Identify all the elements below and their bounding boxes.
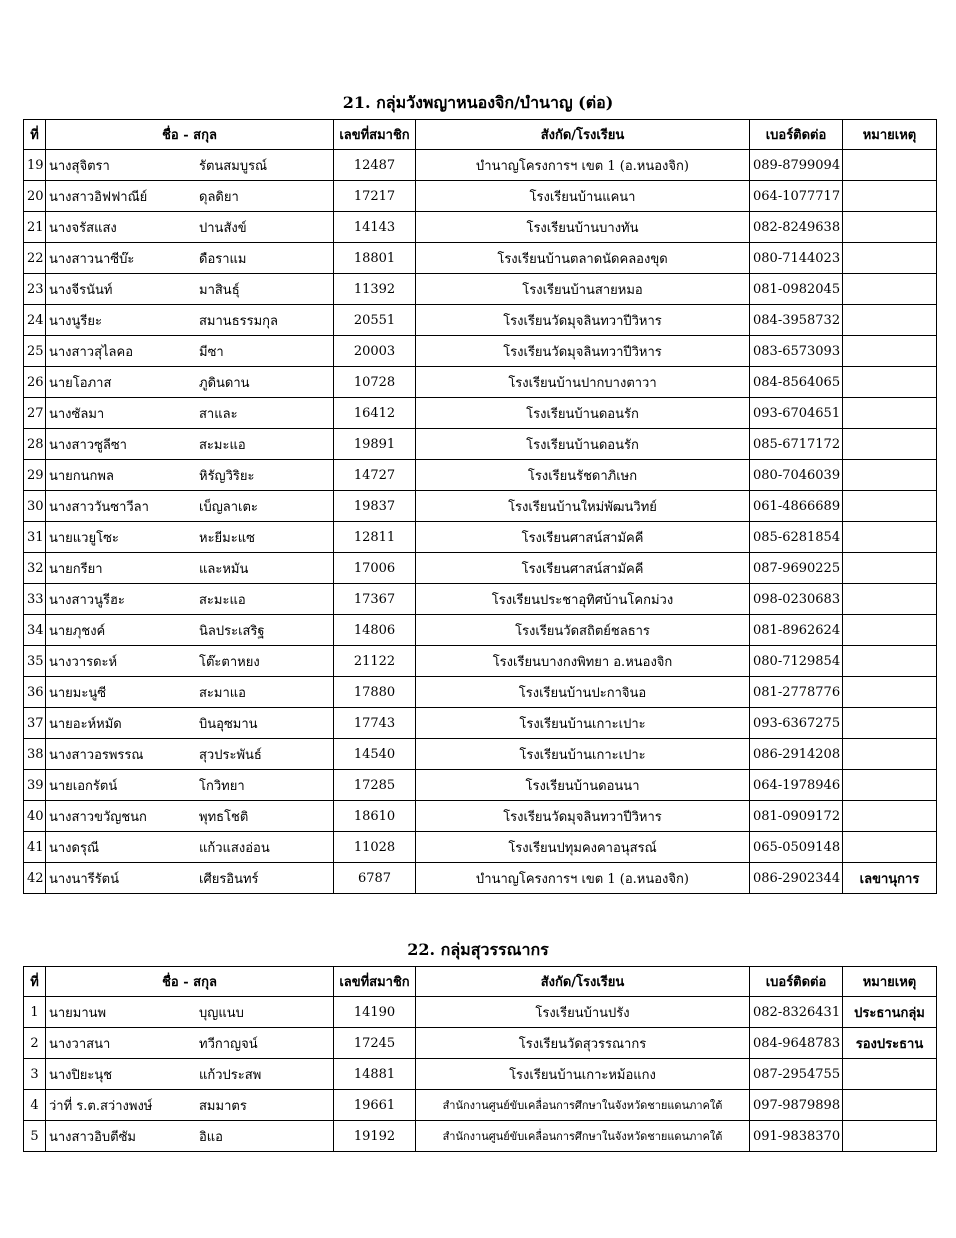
phone-number: 082-8249638 xyxy=(750,212,843,243)
member-number: 17006 xyxy=(334,553,416,584)
table-row xyxy=(24,739,937,770)
first-name: นางสาวขวัญชนก xyxy=(49,809,147,825)
first-name: นางดรุณี xyxy=(49,840,100,856)
row-number: 34 xyxy=(24,615,46,646)
first-name: นายอะห์หมัด xyxy=(49,716,122,732)
header-note: หมายเหตุ xyxy=(843,120,937,150)
first-name: นางปิยะนุช xyxy=(49,1067,113,1083)
member-name xyxy=(46,1028,334,1059)
member-number: 14881 xyxy=(334,1059,416,1090)
row-number: 38 xyxy=(24,739,46,770)
phone-number: 098-0230683 xyxy=(750,584,843,615)
phone-number: 093-6367275 xyxy=(750,708,843,739)
table-row xyxy=(24,646,937,677)
remark xyxy=(843,336,937,367)
member-number: 18801 xyxy=(334,243,416,274)
member-name xyxy=(46,243,334,274)
table-row xyxy=(24,398,937,429)
first-name: นางจีรนันท์ xyxy=(49,282,113,298)
table-row xyxy=(24,305,937,336)
row-number: 21 xyxy=(24,212,46,243)
header-name: ชื่อ - สกุล xyxy=(46,967,334,997)
last-name: บุญแนบ xyxy=(199,1005,244,1021)
member-number: 20003 xyxy=(334,336,416,367)
first-name: นางซัลมา xyxy=(49,406,105,422)
remark xyxy=(843,739,937,770)
table-row xyxy=(24,212,937,243)
member-number: 6787 xyxy=(334,863,416,894)
remark xyxy=(843,398,937,429)
phone-number: 087-9690225 xyxy=(750,553,843,584)
school-affiliation: บำนาญโครงการฯ เขต 1 (อ.หนองจิก) xyxy=(416,150,750,181)
table-row xyxy=(24,615,937,646)
table-row xyxy=(24,460,937,491)
member-number: 17367 xyxy=(334,584,416,615)
row-number: 40 xyxy=(24,801,46,832)
school-affiliation: โรงเรียนบ้านดอนรัก xyxy=(416,398,750,429)
table-row xyxy=(24,1059,937,1090)
member-number: 12811 xyxy=(334,522,416,553)
table-row xyxy=(24,584,937,615)
table-row xyxy=(24,243,937,274)
remark xyxy=(843,677,937,708)
school-affiliation: โรงเรียนบ้านปะกาจินอ xyxy=(416,677,750,708)
roster-table-22 xyxy=(23,966,937,1152)
phone-number: 081-0982045 xyxy=(750,274,843,305)
row-number: 37 xyxy=(24,708,46,739)
school-affiliation: โรงเรียนศาสน์สามัคคี xyxy=(416,522,750,553)
row-number: 27 xyxy=(24,398,46,429)
phone-number: 061-4866689 xyxy=(750,491,843,522)
row-number: 36 xyxy=(24,677,46,708)
row-number: 2 xyxy=(24,1028,46,1059)
last-name: สาและ xyxy=(199,406,238,422)
first-name: นางนารีรัตน์ xyxy=(49,871,120,887)
table-row xyxy=(24,1028,937,1059)
first-name: นายแวยูโซะ xyxy=(49,530,119,546)
member-number: 17285 xyxy=(334,770,416,801)
table-row xyxy=(24,863,937,894)
member-number: 14806 xyxy=(334,615,416,646)
row-number: 20 xyxy=(24,181,46,212)
member-name xyxy=(46,522,334,553)
table-row xyxy=(24,1121,937,1152)
member-name xyxy=(46,615,334,646)
member-number: 10728 xyxy=(334,367,416,398)
last-name: มีซา xyxy=(199,344,224,360)
member-number: 17245 xyxy=(334,1028,416,1059)
last-name: สมานธรรมกุล xyxy=(199,313,278,329)
last-name: สุวประพันธ์ xyxy=(199,747,262,763)
remark xyxy=(843,212,937,243)
phone-number: 085-6281854 xyxy=(750,522,843,553)
member-number: 14540 xyxy=(334,739,416,770)
first-name: นางสาวนาซีบ๊ะ xyxy=(49,251,135,267)
row-number: 5 xyxy=(24,1121,46,1152)
phone-number: 083-6573093 xyxy=(750,336,843,367)
member-name xyxy=(46,336,334,367)
last-name: ดือราแม xyxy=(199,251,247,267)
remark xyxy=(843,646,937,677)
member-name xyxy=(46,1059,334,1090)
member-name xyxy=(46,150,334,181)
row-number: 31 xyxy=(24,522,46,553)
school-affiliation: โรงเรียนบ้านเกาะหม้อแกง xyxy=(416,1059,750,1090)
member-name xyxy=(46,646,334,677)
member-name xyxy=(46,708,334,739)
phone-number: 086-2902344 xyxy=(750,863,843,894)
member-number: 14143 xyxy=(334,212,416,243)
remark xyxy=(843,801,937,832)
last-name: หิรัญวิริยะ xyxy=(199,468,255,484)
table-row xyxy=(24,274,937,305)
member-name xyxy=(46,1090,334,1121)
school-affiliation: โรงเรียนบ้านตลาดนัดคลองขุด xyxy=(416,243,750,274)
remark xyxy=(843,1121,937,1152)
last-name: ภูดินดาน xyxy=(199,375,250,391)
member-name xyxy=(46,553,334,584)
row-number: 42 xyxy=(24,863,46,894)
first-name: นางจรัสแสง xyxy=(49,220,117,236)
table-row xyxy=(24,150,937,181)
row-number: 1 xyxy=(24,997,46,1028)
member-name xyxy=(46,677,334,708)
remark xyxy=(843,429,937,460)
phone-number: 084-9648783 xyxy=(750,1028,843,1059)
remark xyxy=(843,553,937,584)
table-body-21 xyxy=(24,150,937,894)
school-affiliation: โรงเรียนปทุมคงคาอนุสรณ์ xyxy=(416,832,750,863)
first-name: นายภุชงค์ xyxy=(49,623,106,639)
member-number: 19661 xyxy=(334,1090,416,1121)
row-number: 25 xyxy=(24,336,46,367)
member-number: 16412 xyxy=(334,398,416,429)
phone-number: 064-1077717 xyxy=(750,181,843,212)
school-affiliation: โรงเรียนบ้านเกาะเปาะ xyxy=(416,739,750,770)
first-name: นางสาวสุไลคอ xyxy=(49,344,134,360)
first-name: นางสาวอรพรรณ xyxy=(49,747,144,763)
row-number: 28 xyxy=(24,429,46,460)
row-number: 3 xyxy=(24,1059,46,1090)
header-no: ที่ xyxy=(24,967,46,997)
phone-number: 085-6717172 xyxy=(750,429,843,460)
member-name xyxy=(46,367,334,398)
member-name xyxy=(46,739,334,770)
phone-number: 086-2914208 xyxy=(750,739,843,770)
last-name: อิแอ xyxy=(199,1129,223,1145)
row-number: 22 xyxy=(24,243,46,274)
row-number: 30 xyxy=(24,491,46,522)
header-name: ชื่อ - สกุล xyxy=(46,120,334,150)
last-name: แก้วประสพ xyxy=(199,1067,262,1083)
first-name: นางสุจิตรา xyxy=(49,158,110,174)
header-phone: เบอร์ติดต่อ xyxy=(750,967,843,997)
roster-table-21 xyxy=(23,119,937,894)
remark xyxy=(843,770,937,801)
row-number: 39 xyxy=(24,770,46,801)
school-affiliation: โรงเรียนวัดมุจลินทวาปีวิหาร xyxy=(416,305,750,336)
member-number: 11028 xyxy=(334,832,416,863)
header-school: สังกัด/โรงเรียน xyxy=(416,967,750,997)
member-name xyxy=(46,770,334,801)
table-row xyxy=(24,708,937,739)
first-name: นางสาวนูรีฮะ xyxy=(49,592,125,608)
row-number: 4 xyxy=(24,1090,46,1121)
remark xyxy=(843,491,937,522)
table-row xyxy=(24,770,937,801)
last-name: สะมาแอ xyxy=(199,685,246,701)
member-number: 19192 xyxy=(334,1121,416,1152)
table-row xyxy=(24,997,937,1028)
school-affiliation: โรงเรียนวัดมุจลินทวาปีวิหาร xyxy=(416,801,750,832)
phone-number: 080-7129854 xyxy=(750,646,843,677)
last-name: โต๊ะตาหยง xyxy=(199,654,260,670)
last-name: แก้วแสงอ่อน xyxy=(199,840,270,856)
remark xyxy=(843,305,937,336)
school-affiliation: โรงเรียนวัดมุจลินทวาปีวิหาร xyxy=(416,336,750,367)
school-affiliation: โรงเรียนศาสน์สามัคคี xyxy=(416,553,750,584)
table-header-row xyxy=(24,120,937,150)
first-name: นายกรียา xyxy=(49,561,103,577)
member-number: 14727 xyxy=(334,460,416,491)
table-header-row xyxy=(24,967,937,997)
phone-number: 081-2778776 xyxy=(750,677,843,708)
table-row xyxy=(24,522,937,553)
table-row xyxy=(24,553,937,584)
remark xyxy=(843,367,937,398)
first-name: นางสาวอิฟฟาณีย์ xyxy=(49,189,148,205)
school-affiliation: โรงเรียนบางกงพิทยา อ.หนองจิก xyxy=(416,646,750,677)
remark xyxy=(843,1090,937,1121)
school-affiliation: โรงเรียนบ้านปรัง xyxy=(416,997,750,1028)
row-number: 23 xyxy=(24,274,46,305)
last-name: โกวิทยา xyxy=(199,778,245,794)
table-row xyxy=(24,367,937,398)
first-name: นายโอภาส xyxy=(49,375,112,391)
last-name: เศียรอินทร์ xyxy=(199,871,259,887)
last-name: มาสินธุ์ xyxy=(199,282,240,298)
last-name: หะยีมะแซ xyxy=(199,530,255,546)
row-number: 29 xyxy=(24,460,46,491)
phone-number: 093-6704651 xyxy=(750,398,843,429)
member-name xyxy=(46,398,334,429)
table-row xyxy=(24,491,937,522)
first-name: นายเอกรัตน์ xyxy=(49,778,118,794)
school-affiliation: โรงเรียนบ้านใหม่พัฒนวิทย์ xyxy=(416,491,750,522)
phone-number: 080-7144023 xyxy=(750,243,843,274)
table-row xyxy=(24,181,937,212)
first-name: นางวาสนา xyxy=(49,1036,111,1052)
phone-number: 084-8564065 xyxy=(750,367,843,398)
last-name: รัตนสมบูรณ์ xyxy=(199,158,268,174)
row-number: 33 xyxy=(24,584,46,615)
member-number: 11392 xyxy=(334,274,416,305)
last-name: นิลประเสริฐ xyxy=(199,623,265,639)
last-name: ปานสังข์ xyxy=(199,220,247,236)
phone-number: 081-0909172 xyxy=(750,801,843,832)
member-name xyxy=(46,305,334,336)
member-name xyxy=(46,584,334,615)
remark xyxy=(843,584,937,615)
school-affiliation: โรงเรียนบ้านเกาะเปาะ xyxy=(416,708,750,739)
remark xyxy=(843,150,937,181)
header-phone: เบอร์ติดต่อ xyxy=(750,120,843,150)
remark xyxy=(843,243,937,274)
table-body-22 xyxy=(24,997,937,1152)
phone-number: 091-9838370 xyxy=(750,1121,843,1152)
first-name: นางนูรียะ xyxy=(49,313,103,329)
remark xyxy=(843,1059,937,1090)
row-number: 19 xyxy=(24,150,46,181)
header-member-no: เลขที่สมาชิก xyxy=(334,120,416,150)
table-row xyxy=(24,429,937,460)
table-row xyxy=(24,801,937,832)
last-name: เบ็ญลาเตะ xyxy=(199,499,258,515)
header-note: หมายเหตุ xyxy=(843,967,937,997)
last-name: และหมัน xyxy=(199,561,249,577)
member-number: 19837 xyxy=(334,491,416,522)
table-row xyxy=(24,677,937,708)
phone-number: 065-0509148 xyxy=(750,832,843,863)
remark: รองประธาน xyxy=(843,1028,937,1059)
school-affiliation: โรงเรียนประชาอุทิศบ้านโคกม่วง xyxy=(416,584,750,615)
phone-number: 089-8799094 xyxy=(750,150,843,181)
first-name: นายมานพ xyxy=(49,1005,107,1021)
member-name xyxy=(46,863,334,894)
member-name xyxy=(46,832,334,863)
school-affiliation: บำนาญโครงการฯ เขต 1 (อ.หนองจิก) xyxy=(416,863,750,894)
last-name: ดุลดิยา xyxy=(199,189,239,205)
school-affiliation: สำนักงานศูนย์ขับเคลื่อนการศึกษาในจังหวัดชายแดนภาคใต้ xyxy=(416,1090,750,1121)
member-number: 12487 xyxy=(334,150,416,181)
member-number: 18610 xyxy=(334,801,416,832)
phone-number: 064-1978946 xyxy=(750,770,843,801)
member-name xyxy=(46,1121,334,1152)
school-affiliation: โรงเรียนบ้านปากบางตาวา xyxy=(416,367,750,398)
row-number: 26 xyxy=(24,367,46,398)
table-row xyxy=(24,1090,937,1121)
first-name: ว่าที่ ร.ต.สว่างพงษ์ xyxy=(49,1098,153,1114)
remark xyxy=(843,522,937,553)
remark xyxy=(843,181,937,212)
remark xyxy=(843,460,937,491)
member-number: 17743 xyxy=(334,708,416,739)
last-name: สะมะแอ xyxy=(199,437,246,453)
member-number: 19891 xyxy=(334,429,416,460)
first-name: นางสาววันซาวีลา xyxy=(49,499,149,515)
school-affiliation: โรงเรียนวัดสุวรรณากร xyxy=(416,1028,750,1059)
phone-number: 080-7046039 xyxy=(750,460,843,491)
school-affiliation: โรงเรียนบ้านแคนา xyxy=(416,181,750,212)
remark: เลขานุการ xyxy=(843,863,937,894)
first-name: นางสาวอิบตีซัม xyxy=(49,1129,136,1145)
last-name: ทวีกาญจน์ xyxy=(199,1036,258,1052)
school-affiliation: โรงเรียนบ้านดอนนา xyxy=(416,770,750,801)
member-number: 17880 xyxy=(334,677,416,708)
row-number: 35 xyxy=(24,646,46,677)
last-name: สมมาตร xyxy=(199,1098,247,1114)
school-affiliation: โรงเรียนบ้านสายหมอ xyxy=(416,274,750,305)
last-name: บินอุซมาน xyxy=(199,716,258,732)
remark xyxy=(843,274,937,305)
member-name xyxy=(46,212,334,243)
member-name xyxy=(46,274,334,305)
first-name: นางสาวซูลีซา xyxy=(49,437,127,453)
remark xyxy=(843,615,937,646)
section-22-title: 22. กลุ่มสุวรรณากร xyxy=(407,940,549,959)
school-affiliation: โรงเรียนวัดสถิตย์ชลธาร xyxy=(416,615,750,646)
phone-number: 081-8962624 xyxy=(750,615,843,646)
member-name xyxy=(46,801,334,832)
member-name xyxy=(46,997,334,1028)
phone-number: 097-9879898 xyxy=(750,1090,843,1121)
row-number: 32 xyxy=(24,553,46,584)
last-name: พุทธโชติ xyxy=(199,809,249,825)
phone-number: 087-2954755 xyxy=(750,1059,843,1090)
header-school: สังกัด/โรงเรียน xyxy=(416,120,750,150)
member-name xyxy=(46,460,334,491)
remark: ประธานกลุ่ม xyxy=(843,997,937,1028)
phone-number: 082-8326431 xyxy=(750,997,843,1028)
remark xyxy=(843,708,937,739)
school-affiliation: โรงเรียนบ้านบางทัน xyxy=(416,212,750,243)
member-number: 17217 xyxy=(334,181,416,212)
member-name xyxy=(46,429,334,460)
member-name xyxy=(46,491,334,522)
header-no: ที่ xyxy=(24,120,46,150)
school-affiliation: โรงเรียนรัชดาภิเษก xyxy=(416,460,750,491)
remark xyxy=(843,832,937,863)
row-number: 41 xyxy=(24,832,46,863)
first-name: นายกนกพล xyxy=(49,468,114,484)
phone-number: 084-3958732 xyxy=(750,305,843,336)
member-number: 21122 xyxy=(334,646,416,677)
row-number: 24 xyxy=(24,305,46,336)
member-number: 14190 xyxy=(334,997,416,1028)
member-name xyxy=(46,181,334,212)
school-affiliation: สำนักงานศูนย์ขับเคลื่อนการศึกษาในจังหวัดชายแดนภาคใต้ xyxy=(416,1121,750,1152)
first-name: นายมะนูซี xyxy=(49,685,107,701)
last-name: สะมะแอ xyxy=(199,592,246,608)
first-name: นางวารดะห์ xyxy=(49,654,118,670)
header-member-no: เลขที่สมาชิก xyxy=(334,967,416,997)
school-affiliation: โรงเรียนบ้านดอนรัก xyxy=(416,429,750,460)
table-row xyxy=(24,832,937,863)
member-number: 20551 xyxy=(334,305,416,336)
table-row xyxy=(24,336,937,367)
section-21-title: 21. กลุ่มวังพญาหนองจิก/บำนาญ (ต่อ) xyxy=(342,93,614,112)
